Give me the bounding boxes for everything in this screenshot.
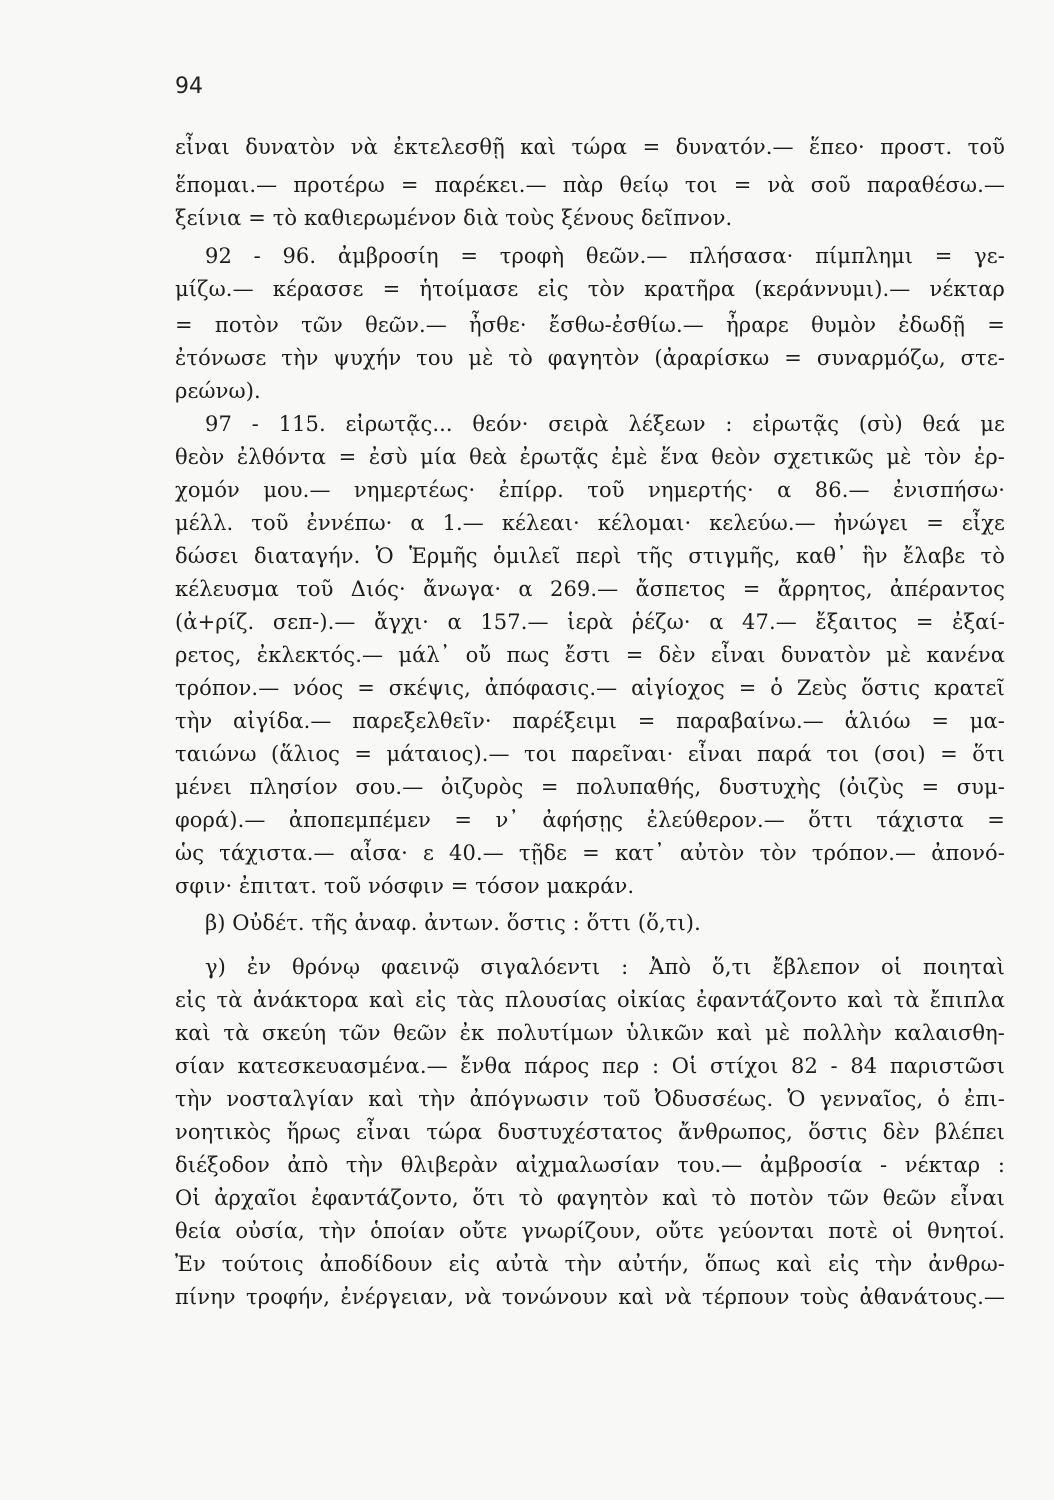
text-line: κέλευσμα τοῦ Διός· ἄνωγα· α 269.— ἄσπετος = ἄρρητος, ἀπέραντος [175, 577, 1005, 601]
text-line: ἕπομαι.— προτέρω = παρέκει.— πὰρ θείῳ τοι = νὰ σοῦ παραθέσω.— [175, 173, 1005, 197]
text-line: 97 - 115. εἰρωτᾷς... θεόν· σειρὰ λέξεων : εἰρωτᾷς (σὺ) θεά με [205, 412, 1005, 436]
text-line: φορά).— ἀποπεμπέμεν = ν᾽ ἀφήσῃς ἐλεύθερον.— ὅττι τάχιστα = [175, 808, 1005, 832]
text-line: ταιώνω (ἅλιος = μάταιος).— τοι παρεῖναι· εἶναι παρά τοι (σοι) = ὅτι [175, 742, 1005, 766]
text-line: μένει πλησίον σου.— ὀιζυρὸς = πολυπαθής, δυστυχὴς (ὀιζὺς = συμ- [175, 775, 1005, 799]
text-line: ἐτόνωσε τὴν ψυχήν του μὲ τὸ φαγητὸν (ἀραρίσκω = συναρμόζω, στε- [175, 346, 1005, 370]
text-line: τὴν νοσταλγίαν καὶ τὴν ἀπόγνωσιν τοῦ Ὀδυσσέως. Ὁ γενναῖος, ὁ ἐπι- [175, 1087, 1005, 1111]
text-line: εἰς τὰ ἀνάκτορα καὶ εἰς τὰς πλουσίας οἰκίας ἐφαντάζοντο καὶ τὰ ἔπιπλα [175, 988, 1005, 1012]
text-line: ὡς τάχιστα.— αἶσα· ε 40.— τῇδε = κατ᾽ αὐτὸν τὸν τρόπον.— ἀπονό- [175, 841, 1005, 865]
text-line: μίζω.— κέρασσε = ἡτοίμασε εἰς τὸν κρατῆρα (κεράννυμι).— νέκταρ [175, 277, 1005, 301]
text-line: σφιν· ἐπιτατ. τοῦ νόσφιν = τόσον μακράν. [175, 874, 635, 898]
text-line: = ποτὸν τῶν θεῶν.— ἦσθε· ἔσθω-ἐσθίω.— ἦραρε θυμὸν ἐδωδῇ = [175, 313, 1005, 337]
text-line: θεία οὐσία, τὴν ὁποίαν οὔτε γνωρίζουν, οὔτε γεύονται ποτὲ οἱ θνητοί. [175, 1219, 1005, 1243]
text-line: νοητικὸς ἥρως εἶναι τώρα δυστυχέστατος ἄνθρωπος, ὅστις δὲν βλέπει [175, 1120, 1005, 1144]
text-line: τὴν αἰγίδα.— παρεξελθεῖν· παρέξειμι = παραβαίνω.— ἁλιόω = μα- [175, 709, 1005, 733]
text-line: Ἐν τούτοις ἀποδίδουν εἰς αὐτὰ τὴν αὐτήν, ὅπως καὶ εἰς τὴν ἀνθρω- [175, 1252, 1005, 1276]
text-line: πίνην τροφήν, ἐνέργειαν, νὰ τονώνουν καὶ νὰ τέρπουν τοὺς ἀθανάτους.— [175, 1285, 1005, 1309]
text-line: ρεώνω). [175, 379, 261, 403]
text-line: δώσει διαταγήν. Ὁ Ἑρμῆς ὁμιλεῖ περὶ τῆς στιγμῆς, καθ᾽ ἣν ἔλαβε τὸ [175, 544, 1005, 568]
text-line: καὶ τὰ σκεύη τῶν θεῶν ἐκ πολυτίμων ὑλικῶν καὶ μὲ πολλὴν καλαισθη- [175, 1021, 1005, 1045]
text-line: γ) ἐν θρόνῳ φαεινῷ σιγαλόεντι : Ἀπὸ ὅ,τι ἔβλεπον οἱ ποιηταὶ [205, 955, 1005, 979]
text-line: μέλλ. τοῦ ἐννέπω· α 1.— κέλεαι· κέλομαι· κελεύω.— ἠνώγει = εἶχε [175, 511, 1005, 535]
text-line: τρόπον.— νόος = σκέψις, ἀπόφασις.— αἰγίοχος = ὁ Ζεὺς ὅστις κρατεῖ [175, 676, 1005, 700]
text-line: εἶναι δυνατὸν νὰ ἐκτελεσθῇ καὶ τώρα = δυνατόν.— ἕπεο· προστ. τοῦ [175, 135, 1005, 159]
text-line: θεὸν ἐλθόντα = ἐσὺ μία θεὰ ἐρωτᾷς ἐμὲ ἕνα θεὸν σχετικῶς μὲ τὸν ἐρ- [175, 445, 1005, 469]
text-line: β) Οὐδέτ. τῆς ἀναφ. ἀντων. ὅστις : ὅττι (ὅ,τι). [205, 911, 701, 935]
text-line: σίαν κατεσκευασμένα.— ἔνθα πάρος περ : Οἱ στίχοι 82 - 84 παριστῶσι [175, 1054, 1005, 1078]
text-line: ρετος, ἐκλεκτός.— μάλ᾽ οὔ πως ἔστι = δὲν εἶναι δυνατὸν μὲ κανένα [175, 643, 1005, 667]
text-line: διέξοδον ἀπὸ τὴν θλιβερὰν αἰχμαλωσίαν του.— ἀμβροσία - νέκταρ : [175, 1153, 1005, 1177]
text-line: (ἀ+ρίζ. σεπ-).— ἄγχι· α 157.— ἱερὰ ῥέζω· α 47.— ἔξαιτος = ἐξαί- [175, 610, 1005, 634]
text-line: χομόν μου.— νημερτέως· ἐπίρρ. τοῦ νημερτής· α 86.— ἐνισπήσω· [175, 478, 1005, 502]
text-line: Οἱ ἀρχαῖοι ἐφαντάζοντο, ὅτι τὸ φαγητὸν καὶ τὸ ποτὸν τῶν θεῶν εἶναι [175, 1186, 1005, 1210]
text-line: ξείνια = τὸ καθιερωμένον διὰ τοὺς ξένους δεῖπνον. [175, 206, 733, 230]
text-line: 92 - 96. ἀμβροσίη = τροφὴ θεῶν.— πλήσασα· πίμπλημι = γε- [205, 244, 1005, 268]
page-number: 94 [175, 74, 203, 99]
